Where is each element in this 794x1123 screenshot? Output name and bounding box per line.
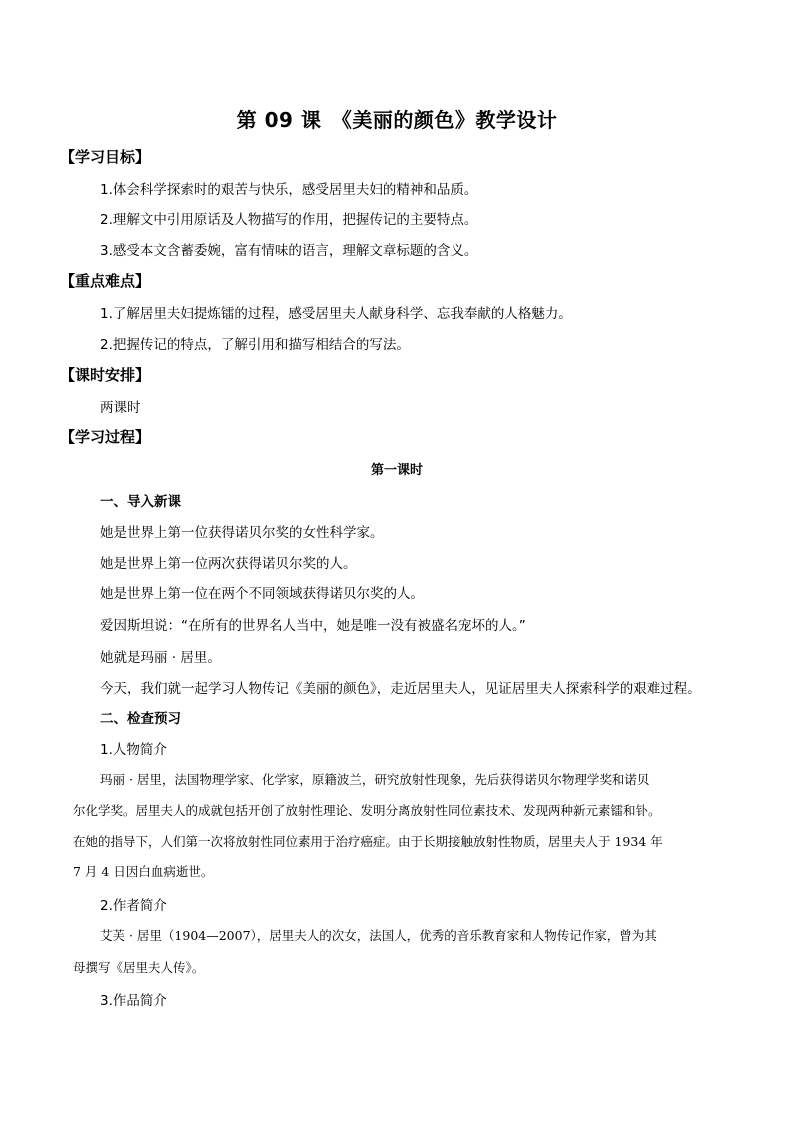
goal-item-1: 1.体会科学探索时的艰苦与快乐，感受居里夫妇的精神和品质。 [100,182,478,198]
item1-line-4: 7 月 4 日因白血病逝世。 [73,864,214,879]
part1-line-2: 她是世界上第一位两次获得诺贝尔奖的人。 [100,556,357,572]
part1-line-4: 爱因斯坦说：“在所有的世界名人当中，她是唯一没有被盛名宠坏的人。” [100,618,526,634]
part1-line-5: 她就是玛丽 · 居里。 [100,650,221,666]
item3-heading: 3.作品简介 [100,993,167,1009]
item1-line-3: 在她的指导下，人们第一次将放射性同位素用于治疗癌症。由于长期接触放射性物质，居里夫人于 1934 年 [73,834,663,849]
item2-line-1: 艾芙 · 居里（1904—2007），居里夫人的次女，法国人，优秀的音乐教育家和人物传记作家，曾为其 [100,928,657,943]
item2-line-2: 母撰写《居里夫人传》。 [73,960,205,975]
item1-line-2: 尔化学奖。居里夫人的成就包括开创了放射性理论、发明分离放射性同位素技术、发现两种新元素镭和钋。 [73,803,661,818]
heading-learning-goals: 【学习目标】 [60,148,151,166]
heading-key-points: 【重点难点】 [60,272,151,290]
schedule-text: 两课时 [100,400,141,416]
part1-line-1: 她是世界上第一位获得诺贝尔奖的女性科学家。 [100,525,384,541]
lesson-one-label: 第一课时 [370,463,423,478]
item1-line-1: 玛丽 · 居里，法国物理学家、化学家，原籍波兰，研究放射性现象，先后获得诺贝尔物理学奖和诺贝 [100,772,650,787]
part1-line-6: 今天，我们就一起学习人物传记《美丽的颜色》，走近居里夫人，见证居里夫人探索科学的艰难过程。 [100,681,701,697]
part1-line-3: 她是世界上第一位在两个不同领域获得诺贝尔奖的人。 [100,586,424,602]
heading-learning-process: 【学习过程】 [60,428,151,446]
item2-heading: 2.作者简介 [100,898,167,914]
goal-item-2: 2.理解文中引用原话及人物描写的作用，把握传记的主要特点。 [100,212,478,228]
part2-heading: 二、检查预习 [100,711,181,727]
part1-heading: 一、导入新课 [100,494,181,510]
document-title: 第 09 课 《美丽的颜色》教学设计 [236,108,558,132]
goal-item-3: 3.感受本文含蓄委婉，富有情味的语言，理解文章标题的含义。 [100,243,478,259]
heading-schedule: 【课时安排】 [60,366,151,384]
item1-heading: 1.人物简介 [100,742,167,758]
key-item-2: 2.把握传记的特点，了解引用和描写相结合的写法。 [100,337,410,353]
key-item-1: 1.了解居里夫妇提炼镭的过程，感受居里夫人献身科学、忘我奉献的人格魅力。 [100,306,572,322]
